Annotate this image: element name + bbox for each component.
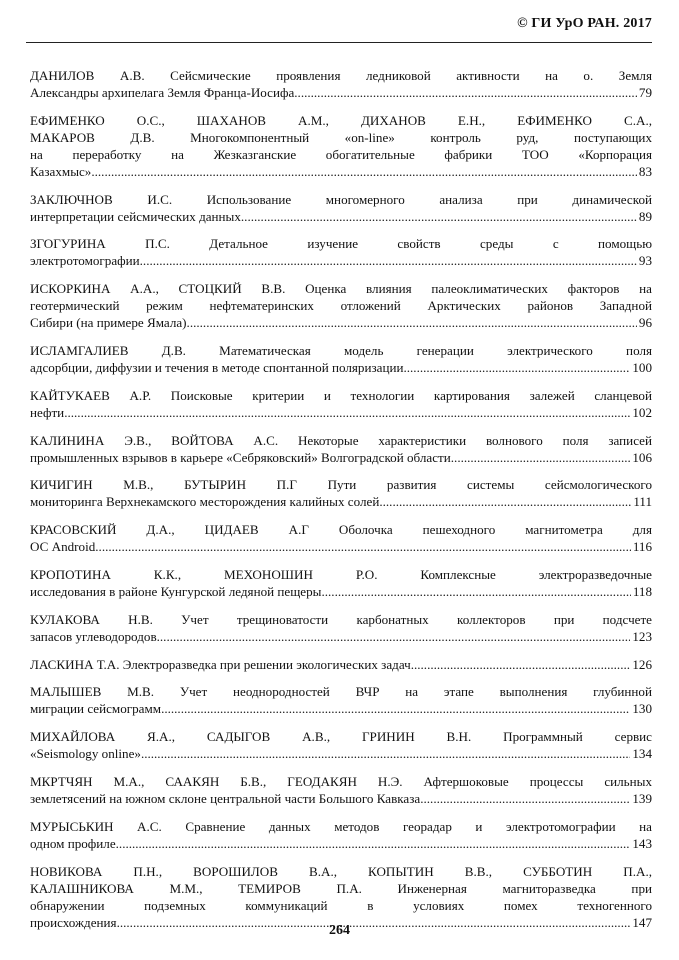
dot-leader [321, 583, 630, 600]
dot-leader [91, 163, 637, 180]
toc-entry [30, 863, 652, 931]
toc-entry-page: 126 [632, 656, 652, 672]
toc-entry [30, 683, 652, 717]
toc-entry-line: ДАНИЛОВ А.В. Сейсмические проявления ледниковой активности на о. Земля [30, 68, 652, 83]
toc-entry-last-line [30, 252, 652, 269]
toc-entry-line: ИСКОРКИНА А.А., СТОЦКИЙ В.В. Оценка влияния палеоклиматических факторов на [30, 281, 652, 297]
toc-entry-last-line [30, 538, 652, 555]
toc-entry-page: 139 [632, 790, 652, 806]
toc-entry-page: 116 [632, 539, 652, 555]
dot-leader [187, 314, 637, 331]
toc-entry-line: НОВИКОВА П.Н., ВОРОШИЛОВ В.А., КОПЫТИН В.В., СУББОТИН П.А., [30, 863, 652, 879]
toc-entry-page: 123 [632, 628, 652, 644]
toc-entry-line: интерпретации сейсмических данных [30, 208, 241, 224]
toc-entry-line: электротомографии [30, 253, 140, 269]
toc-entry-line: на переработку на Жезказганские обогатительные фабрики ТОО «Корпорация [30, 146, 652, 162]
toc-entry-line: МАЛЫШЕВ М.В. Учет неоднородностей ВЧР на этапе выполнения глубинной [30, 684, 652, 700]
toc-entry [30, 280, 652, 331]
toc-entry-line: МИХАЙЛОВА Я.А., САДЫГОВ А.В., ГРИНИН В.Н. Программный сервис [30, 729, 652, 745]
toc-entry-last-line [30, 449, 652, 466]
toc-entry-line: геотермический режим нефтематеринских отложений Арктических районов Западной [30, 298, 652, 314]
toc-entry-page: 143 [632, 835, 652, 851]
toc-entry-line: Сибири (на примере Ямала) [30, 315, 187, 331]
dot-leader [140, 252, 637, 269]
dot-leader [64, 404, 630, 421]
toc-entry [30, 566, 652, 600]
toc-entry-line: одном профиле [30, 835, 116, 851]
toc-entry [30, 656, 652, 673]
toc-entry-line: КАЙТУКАЕВ А.Р. Поисковые критерии и технологии картирования залежей сланцевой [30, 387, 652, 403]
toc-entry-line: промышленных взрывов в карьере «Себряковский» Волгоградской области [30, 449, 451, 465]
toc-entry-last-line [30, 656, 652, 673]
toc-entry-page: 100 [632, 359, 652, 375]
toc-entry-last-line [30, 84, 652, 101]
toc-entry-page: 93 [638, 253, 652, 269]
dot-leader [161, 700, 630, 717]
toc-entry-page: 134 [632, 746, 652, 762]
toc-entry-line: землетясений на южном склоне центральной части Большого Кавказа [30, 790, 421, 806]
toc-entry [30, 342, 652, 376]
toc-entry-page: 89 [638, 208, 652, 224]
toc-entry-page: 111 [633, 494, 652, 510]
toc-entry-line: МУРЫСЬКИН А.С. Сравнение данных методов георадар и электротомографии на [30, 818, 652, 834]
toc-entry-last-line [30, 700, 652, 717]
toc-entry-line: МАКАРОВ Д.В. Многокомпонентный «on-line» контроль руд, поступающих [30, 129, 652, 145]
toc-entry [30, 191, 652, 225]
toc-entry [30, 818, 652, 852]
toc-entry-page: 118 [632, 583, 652, 599]
toc-entry-line: миграции сейсмограмм [30, 701, 162, 717]
toc-entry-line: происхождения [30, 914, 117, 930]
toc-entry-line: КАЛАШНИКОВА М.М., ТЕМИРОВ П.А. Инженерная магниторазведка при [30, 880, 652, 896]
toc-entry-page: 102 [632, 404, 652, 420]
toc-entry-line: КУЛАКОВА Н.В. Учет трещиноватости карбонатных коллекторов при подсчете [30, 611, 652, 627]
toc-entry-line: исследования в районе Кунгурской ледяной пещеры [30, 583, 322, 599]
dot-leader [403, 359, 630, 376]
toc-entry-last-line [30, 359, 652, 376]
toc-entry-line: КРОПОТИНА К.К., МЕХОНОШИН Р.О. Комплексные электроразведочные [30, 566, 652, 582]
toc-entry-line: запасов углеводородов [30, 628, 157, 644]
toc-entry [30, 432, 652, 466]
dot-leader [411, 656, 631, 673]
toc-entry [30, 728, 652, 762]
toc-entry-line: ЗАКЛЮЧНОВ И.С. Использование многомерного анализа при динамической [30, 191, 652, 207]
dot-leader [116, 835, 631, 852]
toc-entry-last-line [30, 835, 652, 852]
toc-entry-page: 96 [638, 315, 652, 331]
dot-leader [420, 790, 630, 807]
dot-leader [95, 538, 631, 555]
toc-entry [30, 67, 652, 101]
toc-entry-line: МКРТЧЯН М.А., СААКЯН Б.В., ГЕОДАКЯН Н.Э. Афтершоковые процессы сильных [30, 773, 652, 789]
toc-entry-page: 106 [632, 449, 652, 465]
copyright-header: © ГИ УрО РАН. 2017 [517, 16, 652, 31]
toc-entry-page: 83 [638, 163, 652, 179]
toc-entry [30, 611, 652, 645]
toc-entry-line: ЗГОГУРИНА П.С. Детальное изучение свойств среды с помощью [30, 236, 652, 252]
page-number: 264 [329, 923, 350, 938]
dot-leader [294, 84, 637, 101]
toc-entry-line: обнаружении подземных коммуникаций в условиях помех техногенного [30, 897, 652, 913]
table-of-contents [30, 67, 652, 941]
toc-entry-last-line [30, 790, 652, 807]
toc-entry-line: Казахмыс» [30, 163, 92, 179]
toc-entry-last-line [30, 628, 652, 645]
dot-leader [379, 493, 631, 510]
dot-leader [141, 745, 630, 762]
page-header [26, 10, 652, 43]
toc-entry-last-line [30, 314, 652, 331]
toc-entry-line: ОС Android [30, 539, 96, 555]
toc-entry [30, 112, 652, 180]
toc-entry-last-line [30, 745, 652, 762]
toc-entry [30, 387, 652, 421]
dot-leader [241, 208, 637, 225]
toc-entry-page: 79 [638, 85, 652, 100]
dot-leader [451, 449, 631, 466]
toc-entry-line: «Seismology online» [30, 746, 141, 762]
toc-entry-last-line [30, 493, 652, 510]
toc-entry-line: ЕФИМЕНКО О.С., ШАХАНОВ А.М., ДИХАНОВ Е.Н., ЕФИМЕНКО С.А., [30, 112, 652, 128]
toc-entry [30, 521, 652, 555]
toc-entry [30, 476, 652, 510]
toc-entry-last-line [30, 208, 652, 225]
toc-entry-last-line [30, 163, 652, 180]
toc-entry-line: ЛАСКИНА Т.А. Электроразведка при решении экологических задач [30, 656, 411, 672]
dot-leader [157, 628, 631, 645]
toc-entry-line: Александры архипелага Земля Франца-Иосифа [30, 85, 295, 100]
toc-entry-line: КРАСОВСКИЙ Д.А., ЦИДАЕВ А.Г Оболочка пешеходного магнитометра для [30, 522, 652, 538]
toc-entry-line: мониторинга Верхнекамского месторождения калийных солей [30, 494, 380, 510]
toc-entry-last-line [30, 583, 652, 600]
toc-entry-last-line [30, 404, 652, 421]
toc-entry-line: КАЛИНИНА Э.В., ВОЙТОВА А.С. Некоторые характеристики волнового поля записей [30, 432, 652, 448]
toc-entry-page: 130 [632, 701, 652, 717]
toc-entry [30, 773, 652, 807]
toc-entry-line: ИСЛАМГАЛИЕВ Д.В. Математическая модель генерации электрического поля [30, 342, 652, 358]
toc-entry-page: 147 [632, 914, 652, 930]
toc-entry-line: КИЧИГИН М.В., БУТЫРИН П.Г Пути развития системы сейсмологического [30, 477, 652, 493]
toc-entry-line: адсорбции, диффузии и течения в методе спонтанной поляризации [30, 359, 404, 375]
toc-entry-line: нефти [30, 404, 65, 420]
toc-entry [30, 235, 652, 269]
